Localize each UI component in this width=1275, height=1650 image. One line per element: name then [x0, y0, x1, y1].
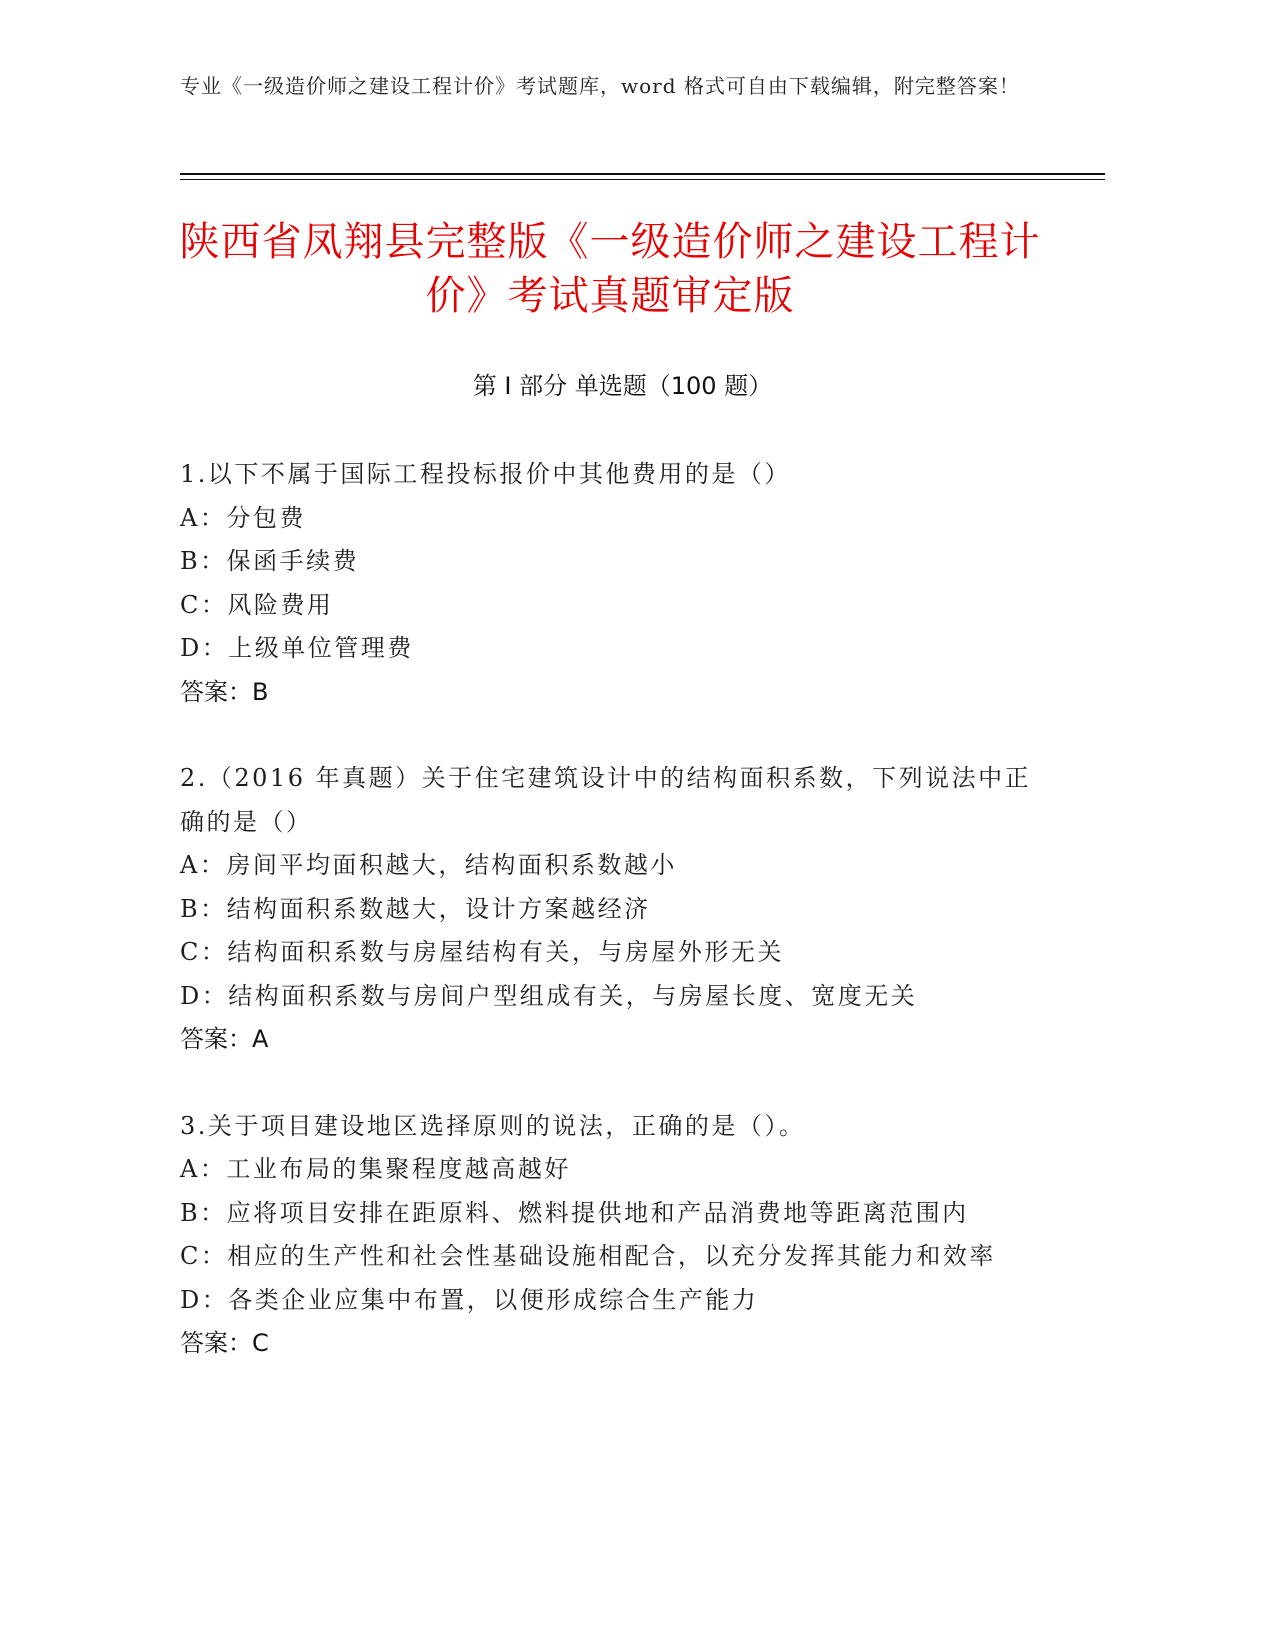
- header-divider-thick: [180, 173, 1105, 175]
- option-d: D：各类企业应集中布置，以便形成综合生产能力: [180, 1285, 759, 1314]
- question-list: [180, 453, 1040, 1409]
- option-c: C：风险费用: [180, 590, 334, 619]
- question-stem: 2.（2016 年真题）关于住宅建筑设计中的结构面积系数，下列说法中正确的是（）: [180, 764, 1032, 836]
- document-title: 陕西省凤翔县完整版《一级造价师之建设工程计价》考试真题审定版: [179, 219, 1041, 319]
- option-a: A：分包费: [180, 503, 306, 532]
- option-a: A：工业布局的集聚程度越高越好: [180, 1155, 571, 1183]
- option-c: C：结构面积系数与房屋结构有关，与房屋外形无关: [180, 938, 784, 966]
- header-note: 专业《一级造价师之建设工程计价》考试题库，word 格式可自由下载编辑，附完整答案！: [180, 74, 1020, 98]
- section-title: 第 I 部分 单选题（100 题）: [472, 372, 773, 400]
- option-a: A：房间平均面积越大，结构面积系数越小: [180, 851, 677, 879]
- option-b: B：保函手续费: [180, 547, 360, 575]
- question-stem: 1.以下不属于国际工程投标报价中其他费用的是（）: [180, 460, 791, 488]
- question-3: [180, 1105, 1040, 1366]
- option-d: D：结构面积系数与房间户型组成有关，与房屋长度、宽度无关: [180, 981, 918, 1010]
- question-stem: 3.关于项目建设地区选择原则的说法，正确的是（）。: [180, 1111, 806, 1140]
- option-b: B：应将项目安排在距原料、燃料提供地和产品消费地等距离范围内: [180, 1198, 969, 1227]
- header-divider-thin: [180, 179, 1105, 180]
- question-1: [180, 453, 1040, 714]
- answer: 答案：B: [180, 677, 269, 706]
- question-2: [180, 757, 1040, 1062]
- option-c: C：相应的生产性和社会性基础设施相配合，以充分发挥其能力和效率: [180, 1242, 996, 1270]
- option-d: D：上级单位管理费: [180, 634, 414, 662]
- option-b: B：结构面积系数越大，设计方案越经济: [180, 894, 651, 923]
- answer: 答案：C: [180, 1329, 269, 1357]
- answer: 答案：A: [180, 1025, 269, 1053]
